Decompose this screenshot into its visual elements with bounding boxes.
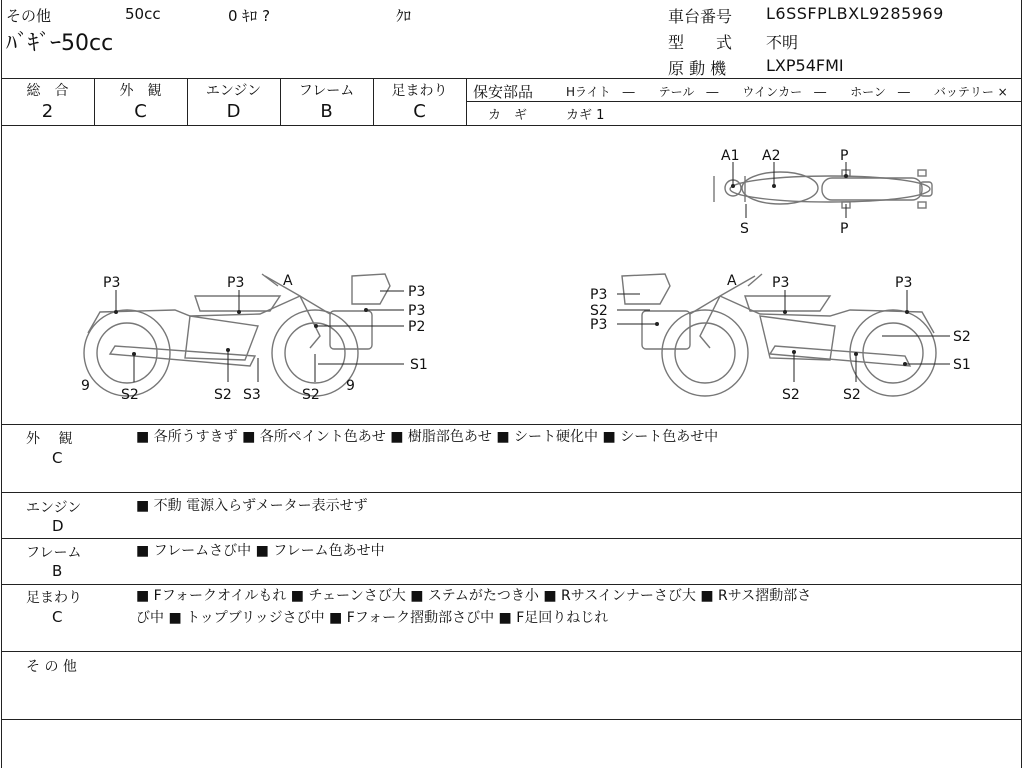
diag-label: S2 — [302, 387, 320, 403]
frame-grade: B — [320, 101, 333, 122]
diag-label: A2 — [762, 148, 781, 164]
section-frame-grade: B — [52, 562, 63, 580]
diag-label: P3 — [895, 275, 913, 291]
diag-label: S2 — [590, 303, 608, 319]
diag-label: A — [727, 273, 737, 289]
key-value: カギ 1 — [566, 108, 605, 123]
diag-label: 9 — [81, 378, 90, 394]
engine-grade-label: エンジン — [205, 83, 262, 99]
diag-label: P — [840, 221, 849, 237]
model-name: ﾊﾞｷﾞｰ50cc — [6, 31, 114, 56]
mileage: 0 ｷﾛ ? — [228, 7, 271, 25]
engine-model: LXP54FMI — [766, 56, 844, 75]
diag-label: P3 — [103, 275, 121, 291]
frame-grade-label: フレーム — [298, 83, 355, 99]
safety-label: 保安部品 — [473, 83, 534, 101]
overall-label: 総 合 — [26, 83, 69, 99]
frame-no: L6SSFPLBXL9285969 — [766, 4, 944, 23]
exterior-label: 外 観 — [119, 83, 162, 99]
section-engine-notes: ■ 不動 電源入らずメーター表示せず — [136, 498, 368, 514]
diag-label: P3 — [772, 275, 790, 291]
diag-label: S — [740, 221, 749, 237]
suspension-grade-label: 足まわり — [391, 83, 448, 99]
diag-label: S3 — [243, 387, 261, 403]
diag-label: A — [283, 273, 293, 289]
suspension-grade: C — [413, 101, 426, 122]
section-exterior-notes: ■ 各所うすきず ■ 各所ペイント色あせ ■ 樹脂部色あせ ■ シート硬化中 ■ シート色あせ中 — [136, 429, 719, 445]
section-frame-label: フレーム — [26, 545, 82, 561]
safety-items: Hライト ― テール ― ウインカー ― ホーン ― バッテリー × — [566, 85, 1008, 99]
diag-label: P3 — [408, 284, 426, 300]
section-engine-label: エンジン — [26, 500, 82, 516]
section-other-label: そ の 他 — [26, 659, 77, 675]
category: その他 — [6, 7, 52, 25]
section-suspension-notes-line1: ■ Fフォークオイルもれ ■ チェーンさび大 ■ ステムがたつき小 ■ Rサスインナーさび大 ■ Rサス摺動部さ — [136, 588, 812, 604]
type-value: 不明 — [766, 33, 799, 52]
engine-grade: D — [226, 101, 241, 122]
section-engine-grade: D — [52, 517, 64, 535]
right-side-motorcycle — [622, 274, 936, 396]
top-view-motorcycle — [714, 170, 932, 208]
diag-label: S1 — [953, 357, 971, 373]
section-suspension-grade: C — [52, 608, 63, 626]
diag-label: S2 — [121, 387, 139, 403]
diag-label: P2 — [408, 319, 426, 335]
damage-diagram — [0, 126, 1022, 424]
diag-label: S2 — [843, 387, 861, 403]
color: ｸﾛ — [396, 7, 412, 25]
left-side-motorcycle — [84, 274, 390, 396]
diag-label: 9 — [346, 378, 355, 394]
section-frame-notes: ■ フレームさび中 ■ フレーム色あせ中 — [136, 543, 385, 559]
diag-label: P3 — [408, 303, 426, 319]
diag-label: P3 — [590, 317, 608, 333]
engine-label: 原 動 機 — [668, 59, 727, 78]
key-label: カ ギ — [488, 108, 528, 123]
displacement: 50cc — [125, 5, 161, 23]
diag-label: S2 — [782, 387, 800, 403]
type-label: 型 式 — [668, 33, 733, 52]
section-suspension-label: 足まわり — [26, 590, 82, 606]
diag-label: S2 — [953, 329, 971, 345]
diag-label: S2 — [214, 387, 232, 403]
diag-label: P3 — [227, 275, 245, 291]
diag-label: A1 — [721, 148, 740, 164]
exterior-grade: C — [134, 101, 147, 122]
section-exterior-label: 外 観 — [26, 431, 73, 447]
section-suspension-notes-line2: び中 ■ トップブリッジさび中 ■ Fフォーク摺動部さび中 ■ F足回りねじれ — [136, 610, 609, 626]
frame-no-label: 車台番号 — [668, 7, 733, 26]
overall-grade: 2 — [41, 101, 54, 122]
diag-label: S1 — [410, 357, 428, 373]
diag-label: P3 — [590, 287, 608, 303]
section-exterior-grade: C — [52, 449, 63, 467]
diag-label: P — [840, 148, 849, 164]
